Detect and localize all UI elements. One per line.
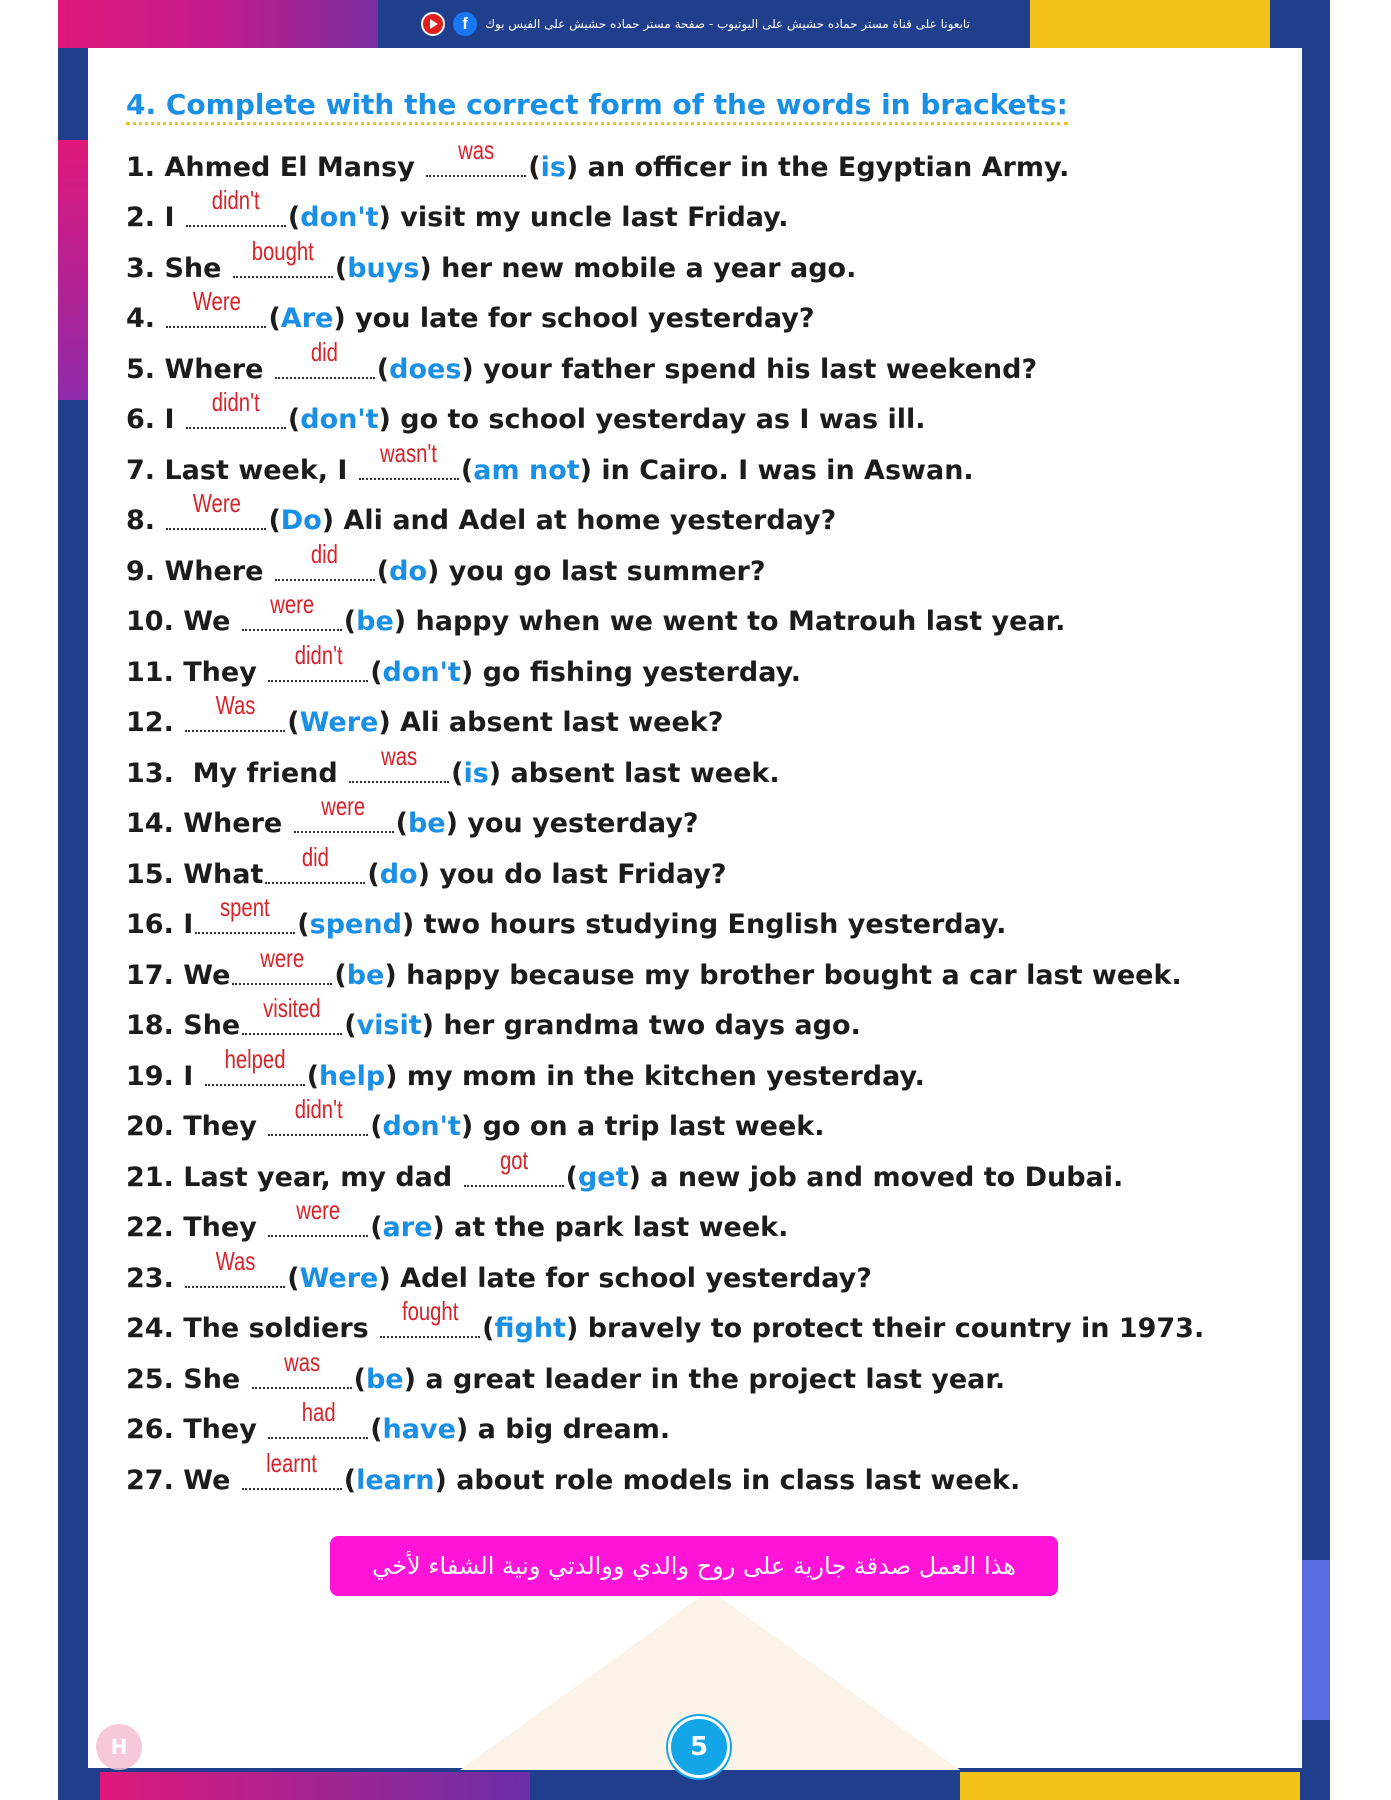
exercise-list (126, 132, 1296, 1496)
exercise-line: 2. I didn't ( don't ) visit my uncle last Friday. (126, 185, 789, 233)
sentence-start: I (164, 404, 184, 435)
bracket-word: don't (382, 656, 461, 688)
sentence-start: Where (164, 555, 273, 587)
sentence-end: about role models in class last week. (446, 1464, 1021, 1496)
exercise-line: 11. They didn't ( don't ) go fishing yesterday. (126, 639, 801, 688)
bracket-word: spend (309, 909, 402, 940)
sentence-end: you do last Friday? (429, 858, 727, 890)
exercise-number: 9. (126, 555, 156, 587)
handwritten-answer: spent (220, 892, 271, 922)
answer-blank[interactable] (349, 740, 449, 783)
exercise-line: 19. I helped ( help ) my mom in the kitchen yesterday. (126, 1043, 925, 1092)
exercise-line: 7. Last week, I wasn't ( am not ) in Cairo. I was in Aswan. (126, 437, 974, 486)
handwritten-answer: were (260, 942, 305, 973)
facebook-icon[interactable]: f (453, 12, 477, 36)
exercise-line: 6. I didn't ( don't ) go to school yesterday as I was ill. (126, 387, 926, 435)
answer-blank[interactable] (268, 1397, 368, 1439)
exercise-number: 11. (126, 656, 174, 688)
answer-blank[interactable] (185, 1245, 285, 1288)
answer-blank[interactable] (166, 488, 266, 530)
answer-blank[interactable] (275, 538, 375, 581)
bracket-word: do (379, 858, 418, 890)
sentence-end: my mom in the kitchen yesterday. (397, 1060, 925, 1092)
exercise-number: 8. (126, 505, 156, 536)
bracket-word: Are (280, 303, 334, 334)
sentence-end: a big dream. (468, 1414, 671, 1445)
sentence-start: My friend (183, 757, 348, 789)
exercise-line: 24. The soldiers fought ( fight ) bravely to protect their country in 1973. (126, 1296, 1205, 1344)
handwritten-answer: were (321, 791, 366, 821)
bracket-word: is (463, 757, 489, 789)
bracket-word: help (319, 1060, 386, 1092)
handwritten-answer: learnt (266, 1447, 318, 1478)
exercise-number: 6. (126, 404, 156, 435)
bottom-pink-stripe (100, 1772, 530, 1800)
answer-blank[interactable] (294, 791, 394, 833)
sentence-start: Last year, my dad (183, 1161, 462, 1193)
sentence-start: They (183, 1212, 267, 1243)
exercise-line: 21. Last year, my dad got ( get ) a new job and moved to Dubai. (126, 1144, 1124, 1193)
exercise-number: 13. (126, 757, 174, 789)
exercise-number: 7. (126, 454, 156, 486)
exercise-number: 16. (126, 909, 174, 940)
exercise-line: 23. Was ( Were ) Adel late for school yesterday? (126, 1245, 872, 1294)
social-text: تابعونا على قناة مستر حماده حشيش على اليوتيوب - صفحة مستر حماده حشيش على الفيس بوك (485, 17, 970, 31)
handwritten-answer: did (311, 336, 339, 367)
answer-blank[interactable] (242, 993, 342, 1035)
answer-blank[interactable] (242, 1447, 342, 1490)
sentence-end: Adel late for school yesterday? (390, 1262, 872, 1294)
exercise-line: 4. Were ( Are ) you late for school yesterday? (126, 286, 815, 334)
bracket-word: Were (299, 1262, 379, 1294)
exercise-line: 15. What did ( do ) you do last Friday? (126, 841, 727, 890)
sentence-start: I (183, 909, 194, 940)
answer-blank[interactable] (186, 185, 286, 227)
bracket-word: have (382, 1414, 456, 1445)
sentence-start: We (183, 1464, 240, 1496)
sentence-end: go on a trip last week. (473, 1111, 825, 1142)
sentence-end: Ali absent last week? (390, 707, 724, 738)
exercise-line: 27. We learnt ( learn ) about role models in class last week. (126, 1447, 1021, 1496)
sentence-start: Where (164, 353, 273, 385)
sentence-start: I (183, 1060, 203, 1092)
handwritten-answer: didn't (211, 185, 260, 215)
exercise-line: 20. They didn't ( don't ) go on a trip last week. (126, 1094, 825, 1142)
dedication-banner: هذا العمل صدقة جارية على روح والدي ووالدتي ونية الشفاء لأخي (330, 1536, 1058, 1596)
sentence-end: bravely to protect their country in 1973. (578, 1313, 1205, 1344)
bracket-word: am not (473, 454, 580, 486)
sentence-end: absent last week. (501, 757, 780, 789)
answer-blank[interactable] (242, 589, 342, 631)
bracket-word: don't (300, 404, 379, 435)
answer-blank[interactable] (268, 1094, 368, 1136)
sentence-start: The soldiers (183, 1313, 379, 1344)
exercise-number: 17. (126, 959, 174, 991)
handwritten-answer: visited (263, 993, 321, 1023)
exercise-number: 26. (126, 1414, 174, 1445)
bracket-word: are (382, 1212, 433, 1243)
bracket-word: don't (300, 202, 379, 233)
bracket-word: get (577, 1161, 629, 1193)
bracket-word: be (407, 808, 446, 839)
sentence-start: I (164, 202, 184, 233)
exercise-title: 4. Complete with the correct form of the words in brackets: (126, 88, 1068, 125)
exercise-number: 4. (126, 303, 156, 334)
exercise-number: 14. (126, 808, 174, 839)
handwritten-answer: Were (192, 488, 241, 518)
exercise-line: 12. Was ( Were ) Ali absent last week? (126, 690, 724, 738)
handwritten-answer: didn't (294, 639, 343, 670)
exercise-line: 16. I spent ( spend ) two hours studying English yesterday. (126, 892, 1007, 940)
side-blue-stripe (1302, 1560, 1330, 1720)
bracket-word: buys (347, 252, 420, 284)
sentence-start: They (183, 1111, 267, 1142)
answer-blank[interactable] (464, 1144, 564, 1187)
handwritten-answer: had (301, 1397, 336, 1427)
sentence-start: We (183, 959, 231, 991)
sentence-end: visit my uncle last Friday. (390, 202, 789, 233)
handwritten-answer: did (311, 538, 339, 569)
handwritten-answer: was (283, 1346, 320, 1377)
answer-blank[interactable] (265, 841, 365, 884)
exercise-line: 18. She visited ( visit ) her grandma two days ago. (126, 993, 861, 1041)
bracket-word: be (356, 606, 394, 637)
bracket-word: does (389, 353, 462, 385)
exercise-number: 25. (126, 1363, 174, 1395)
sentence-start: She (183, 1363, 250, 1395)
sentence-end: at the park last week. (444, 1212, 789, 1243)
exercise-line: 26. They had ( have ) a big dream. (126, 1397, 671, 1445)
sentence-start: They (183, 656, 267, 688)
bottom-yellow-stripe (960, 1772, 1300, 1800)
exercise-number: 12. (126, 707, 174, 738)
sentence-start: She (183, 1010, 241, 1041)
exercise-number: 18. (126, 1010, 174, 1041)
bracket-word: learn (356, 1464, 435, 1496)
sentence-end: you late for school yesterday? (345, 303, 815, 334)
sentence-end: a great leader in the project last year. (415, 1363, 1006, 1395)
handwritten-answer: helped (224, 1043, 286, 1074)
sentence-end: two hours studying English yesterday. (414, 909, 1007, 940)
exercise-number: 15. (126, 858, 174, 890)
bracket-word: visit (356, 1010, 422, 1041)
handwritten-answer: was (381, 740, 418, 771)
sentence-end: her new mobile a year ago. (431, 252, 857, 284)
answer-blank[interactable] (359, 437, 459, 480)
youtube-icon[interactable] (421, 12, 445, 36)
handwritten-answer: were (296, 1195, 341, 1225)
answer-blank[interactable] (233, 235, 333, 278)
bracket-word: do (389, 555, 428, 587)
answer-blank[interactable] (232, 942, 332, 985)
bracket-word: Were (299, 707, 379, 738)
sentence-start: Ahmed El Mansy (164, 151, 425, 183)
side-pink-stripe (58, 140, 90, 400)
handwritten-answer: didn't (211, 387, 260, 417)
exercise-line: 9. Where did ( do ) you go last summer? (126, 538, 766, 587)
exercise-number: 21. (126, 1161, 174, 1193)
handwritten-answer: didn't (294, 1094, 343, 1124)
exercise-line: 13. My friend was ( is ) absent last week. (126, 740, 780, 789)
bracket-word: be (346, 959, 385, 991)
exercise-number: 22. (126, 1212, 174, 1243)
bracket-word: be (365, 1363, 404, 1395)
exercise-line: 3. She bought ( buys ) her new mobile a year ago. (126, 235, 857, 284)
exercise-number: 10. (126, 606, 174, 637)
bracket-word: fight (494, 1313, 566, 1344)
sentence-end: in Cairo. I was in Aswan. (592, 454, 974, 486)
answer-blank[interactable] (268, 639, 368, 682)
sentence-end: go to school yesterday as I was ill. (390, 404, 926, 435)
sentence-end: you go last summer? (439, 555, 766, 587)
sentence-end: a new job and moved to Dubai. (640, 1161, 1124, 1193)
exercise-line: 22. They were ( are ) at the park last week. (126, 1195, 789, 1243)
sentence-start: What (183, 858, 264, 890)
exercise-line: 8. Were ( Do ) Ali and Adel at home yesterday? (126, 488, 837, 536)
exercise-number: 24. (126, 1313, 174, 1344)
exercise-number: 20. (126, 1111, 174, 1142)
exercise-number: 2. (126, 202, 156, 233)
handwritten-answer: bought (251, 235, 314, 266)
sentence-end: Ali and Adel at home yesterday? (334, 505, 837, 536)
sentence-start: We (183, 606, 240, 637)
exercise-number: 27. (126, 1464, 174, 1496)
handwritten-answer: was (458, 134, 495, 165)
sentence-end: your father spend his last weekend? (473, 353, 1038, 385)
sentence-start: Where (183, 808, 292, 839)
handwritten-answer: did (301, 841, 329, 872)
exercise-number: 19. (126, 1060, 174, 1092)
brand-logo: H (96, 1724, 142, 1770)
answer-blank[interactable] (426, 134, 526, 177)
sentence-end: go fishing yesterday. (473, 656, 801, 688)
handwritten-answer: Was (215, 1245, 256, 1276)
sentence-end: you yesterday? (457, 808, 699, 839)
exercise-number: 1. (126, 151, 156, 183)
exercise-number: 23. (126, 1262, 174, 1294)
page-number-badge: 5 (668, 1716, 730, 1778)
answer-blank[interactable] (166, 286, 266, 328)
answer-blank[interactable] (186, 387, 286, 429)
answer-blank[interactable] (380, 1296, 480, 1338)
bracket-word: Do (280, 505, 322, 536)
handwritten-answer: Was (215, 690, 256, 720)
answer-blank[interactable] (195, 892, 295, 934)
handwritten-answer: fought (401, 1296, 459, 1326)
sentence-start: Last week, I (164, 454, 357, 486)
exercise-line: 5. Where did ( does ) your father spend his last weekend? (126, 336, 1038, 385)
handwritten-answer: wasn't (380, 437, 438, 468)
bracket-word: is (540, 151, 566, 183)
answer-blank[interactable] (268, 1195, 368, 1237)
sentence-start: They (183, 1414, 267, 1445)
exercise-line: 10. We were ( be ) happy when we went to Matrouh last year. (126, 589, 1066, 637)
sentence-end: happy when we went to Matrouh last year. (406, 606, 1066, 637)
answer-blank[interactable] (185, 690, 285, 732)
answer-blank[interactable] (275, 336, 375, 379)
sentence-end: happy because my brother bought a car last week. (396, 959, 1182, 991)
social-bar (0, 0, 1391, 48)
sentence-end: an officer in the Egyptian Army. (578, 151, 1070, 183)
bracket-word: don't (382, 1111, 461, 1142)
handwritten-answer: were (269, 589, 314, 619)
sentence-start: She (164, 252, 231, 284)
answer-blank[interactable] (252, 1346, 352, 1389)
exercise-line: 14. Where were ( be ) you yesterday? (126, 791, 699, 839)
exercise-line: 17. We were ( be ) happy because my brother bought a car last week. (126, 942, 1182, 991)
answer-blank[interactable] (205, 1043, 305, 1086)
sentence-end: her grandma two days ago. (434, 1010, 861, 1041)
handwritten-answer: Were (192, 286, 241, 316)
exercise-number: 3. (126, 252, 156, 284)
exercise-line: 25. She was ( be ) a great leader in the project last year. (126, 1346, 1006, 1395)
exercise-number: 5. (126, 353, 156, 385)
handwritten-answer: got (499, 1144, 528, 1175)
exercise-line: 1. Ahmed El Mansy was ( is ) an officer in the Egyptian Army. (126, 134, 1070, 183)
